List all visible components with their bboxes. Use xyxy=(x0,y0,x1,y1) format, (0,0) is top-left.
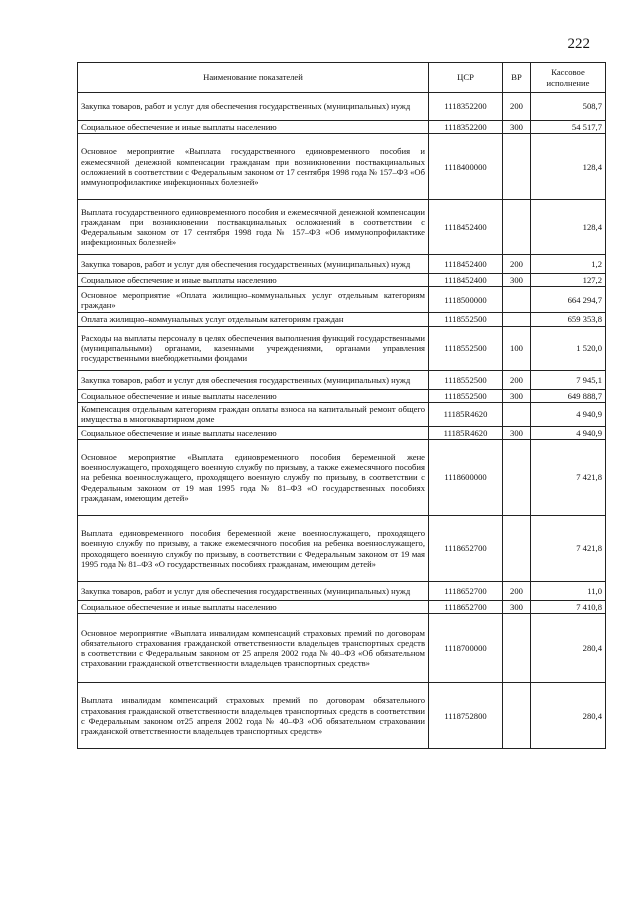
row-vr xyxy=(503,200,531,255)
row-name: Социальное обеспечение и иные выплаты населению xyxy=(78,389,429,402)
table-row xyxy=(78,370,606,389)
row-amount: 128,4 xyxy=(531,200,606,255)
row-csr: 1118600000 xyxy=(429,440,503,516)
row-amount: 54 517,7 xyxy=(531,121,606,134)
row-amount: 11,0 xyxy=(531,582,606,601)
row-name: Основное мероприятие «Оплата жилищно–коммунальных услуг отдельным категориям граждан» xyxy=(78,287,429,313)
row-amount: 7 421,8 xyxy=(531,516,606,582)
row-csr: 1118752800 xyxy=(429,683,503,749)
row-csr: 1118652700 xyxy=(429,516,503,582)
row-amount: 280,4 xyxy=(531,683,606,749)
row-vr: 300 xyxy=(503,389,531,402)
row-vr: 200 xyxy=(503,582,531,601)
row-name: Основное мероприятие «Выплата инвалидам компенсаций страховых премий по договорам обязательного страхования гражданской ответственности владельцев транспортных средств в соответствии с Федеральным законом от 25 апреля 2002 года № 40–ФЗ «Об обязательном страховании гражданской ответственности владельцев транспортных средств» xyxy=(78,614,429,683)
row-csr: 1118552500 xyxy=(429,370,503,389)
table-row xyxy=(78,402,606,426)
table-header-row xyxy=(78,63,606,93)
row-name: Компенсация отдельным категориям граждан оплаты взноса на капитальный ремонт общего имущества в многоквартирном доме xyxy=(78,402,429,426)
header-csr: ЦСР xyxy=(429,63,503,93)
table-row xyxy=(78,313,606,326)
row-name: Закупка товаров, работ и услуг для обеспечения государственных (муниципальных) нужд xyxy=(78,370,429,389)
row-name: Основное мероприятие «Выплата государственного единовременного пособия и ежемесячной денежной компенсации гражданам при возникновении поствакцинальных осложнений в соответствии с Федеральным законом от 17 сентября 1998 года № 157–ФЗ «Об иммунопрофилактике инфекционных болезней» xyxy=(78,134,429,200)
table-row xyxy=(78,601,606,614)
row-name: Закупка товаров, работ и услуг для обеспечения государственных (муниципальных) нужд xyxy=(78,255,429,274)
row-amount: 280,4 xyxy=(531,614,606,683)
row-amount: 4 940,9 xyxy=(531,402,606,426)
header-amount: Кассовое исполнение xyxy=(531,63,606,93)
row-name: Закупка товаров, работ и услуг для обеспечения государственных (муниципальных) нужд xyxy=(78,93,429,121)
row-csr: 1118552500 xyxy=(429,326,503,370)
row-vr xyxy=(503,516,531,582)
row-name: Расходы на выплаты персоналу в целях обеспечения выполнения функций государственными (муниципальными) органами, казенными учреждениями, органами управления государственными внебюджетными фондами xyxy=(78,326,429,370)
row-vr: 300 xyxy=(503,426,531,439)
row-amount: 1,2 xyxy=(531,255,606,274)
row-vr xyxy=(503,440,531,516)
row-csr: 11185R4620 xyxy=(429,426,503,439)
row-csr: 1118500000 xyxy=(429,287,503,313)
table-row xyxy=(78,274,606,287)
row-name: Основное мероприятие «Выплата единовременного пособия беременной жене военнослужащего, проходящего военную службу по призыву, а также ежемесячного пособия на ребенка военнослужащего, проходящего военную службу по призыву, в соответствии с Федеральным законом от 19 мая 1995 года № 81–ФЗ «О государственных пособиях гражданам, имеющим детей» xyxy=(78,440,429,516)
row-amount: 127,2 xyxy=(531,274,606,287)
row-csr: 1118552500 xyxy=(429,389,503,402)
table-row xyxy=(78,134,606,200)
row-amount: 664 294,7 xyxy=(531,287,606,313)
row-vr: 100 xyxy=(503,326,531,370)
row-amount: 128,4 xyxy=(531,134,606,200)
row-vr xyxy=(503,614,531,683)
row-csr: 1118700000 xyxy=(429,614,503,683)
row-csr: 1118452400 xyxy=(429,255,503,274)
row-amount: 7 945,1 xyxy=(531,370,606,389)
table-row xyxy=(78,326,606,370)
row-amount: 7 421,8 xyxy=(531,440,606,516)
row-csr: 1118400000 xyxy=(429,134,503,200)
budget-execution-table xyxy=(77,62,606,749)
row-name: Социальное обеспечение и иные выплаты населению xyxy=(78,274,429,287)
page-number: 222 xyxy=(567,36,590,52)
row-csr: 1118452400 xyxy=(429,200,503,255)
row-csr: 1118352200 xyxy=(429,93,503,121)
row-amount: 1 520,0 xyxy=(531,326,606,370)
row-name: Выплата единовременного пособия беременной жене военнослужащего, проходящего военную службу по призыву, а также ежемесячного пособия на ребенка военнослужащего, проходящего военную службу по призыву, в соответствии с Федеральным законом от 19 мая 1995 года № 81–ФЗ «О государственных пособиях гражданам, имеющим детей» xyxy=(78,516,429,582)
table-row xyxy=(78,121,606,134)
row-vr: 200 xyxy=(503,255,531,274)
row-name: Социальное обеспечение и иные выплаты населению xyxy=(78,426,429,439)
row-name: Выплата инвалидам компенсаций страховых премий по договорам обязательного страхования гражданской ответственности владельцев транспортных средств в соответствии с Федеральным законом от25 апреля 2002 года № 40–ФЗ «Об обязательном страховании гражданской ответственности владельцев транспортных средств» xyxy=(78,683,429,749)
table-row xyxy=(78,614,606,683)
row-name: Закупка товаров, работ и услуг для обеспечения государственных (муниципальных) нужд xyxy=(78,582,429,601)
row-amount: 7 410,8 xyxy=(531,601,606,614)
row-vr: 300 xyxy=(503,601,531,614)
table-row xyxy=(78,440,606,516)
table-row xyxy=(78,93,606,121)
table-row xyxy=(78,426,606,439)
row-csr: 1118652700 xyxy=(429,582,503,601)
row-vr: 200 xyxy=(503,93,531,121)
row-name: Социальное обеспечение и иные выплаты населению xyxy=(78,121,429,134)
row-vr xyxy=(503,134,531,200)
row-vr xyxy=(503,313,531,326)
table-row xyxy=(78,683,606,749)
row-csr: 1118652700 xyxy=(429,601,503,614)
row-vr xyxy=(503,287,531,313)
header-vr: ВР xyxy=(503,63,531,93)
row-name: Социальное обеспечение и иные выплаты населению xyxy=(78,601,429,614)
row-vr: 300 xyxy=(503,274,531,287)
row-amount: 659 353,8 xyxy=(531,313,606,326)
row-csr: 1118452400 xyxy=(429,274,503,287)
row-vr: 300 xyxy=(503,121,531,134)
row-vr xyxy=(503,683,531,749)
row-csr: 11185R4620 xyxy=(429,402,503,426)
row-vr xyxy=(503,402,531,426)
table-row xyxy=(78,389,606,402)
row-amount: 508,7 xyxy=(531,93,606,121)
header-name: Наименование показателей xyxy=(78,63,429,93)
row-amount: 4 940,9 xyxy=(531,426,606,439)
table-row xyxy=(78,287,606,313)
row-csr: 1118352200 xyxy=(429,121,503,134)
row-name: Оплата жилищно–коммунальных услуг отдельным категориям граждан xyxy=(78,313,429,326)
row-amount: 649 888,7 xyxy=(531,389,606,402)
row-name: Выплата государственного единовременного пособия и ежемесячной денежной компенсации гражданам при возникновении поствакцинальных осложнений в соответствии с Федеральным законом от 17 сентября 1998 года № 157–ФЗ «Об иммунопрофилактике инфекционных болезней» xyxy=(78,200,429,255)
table-row xyxy=(78,516,606,582)
table-row xyxy=(78,255,606,274)
row-csr: 1118552500 xyxy=(429,313,503,326)
table-body xyxy=(78,93,606,749)
table-row xyxy=(78,200,606,255)
row-vr: 200 xyxy=(503,370,531,389)
table-row xyxy=(78,582,606,601)
